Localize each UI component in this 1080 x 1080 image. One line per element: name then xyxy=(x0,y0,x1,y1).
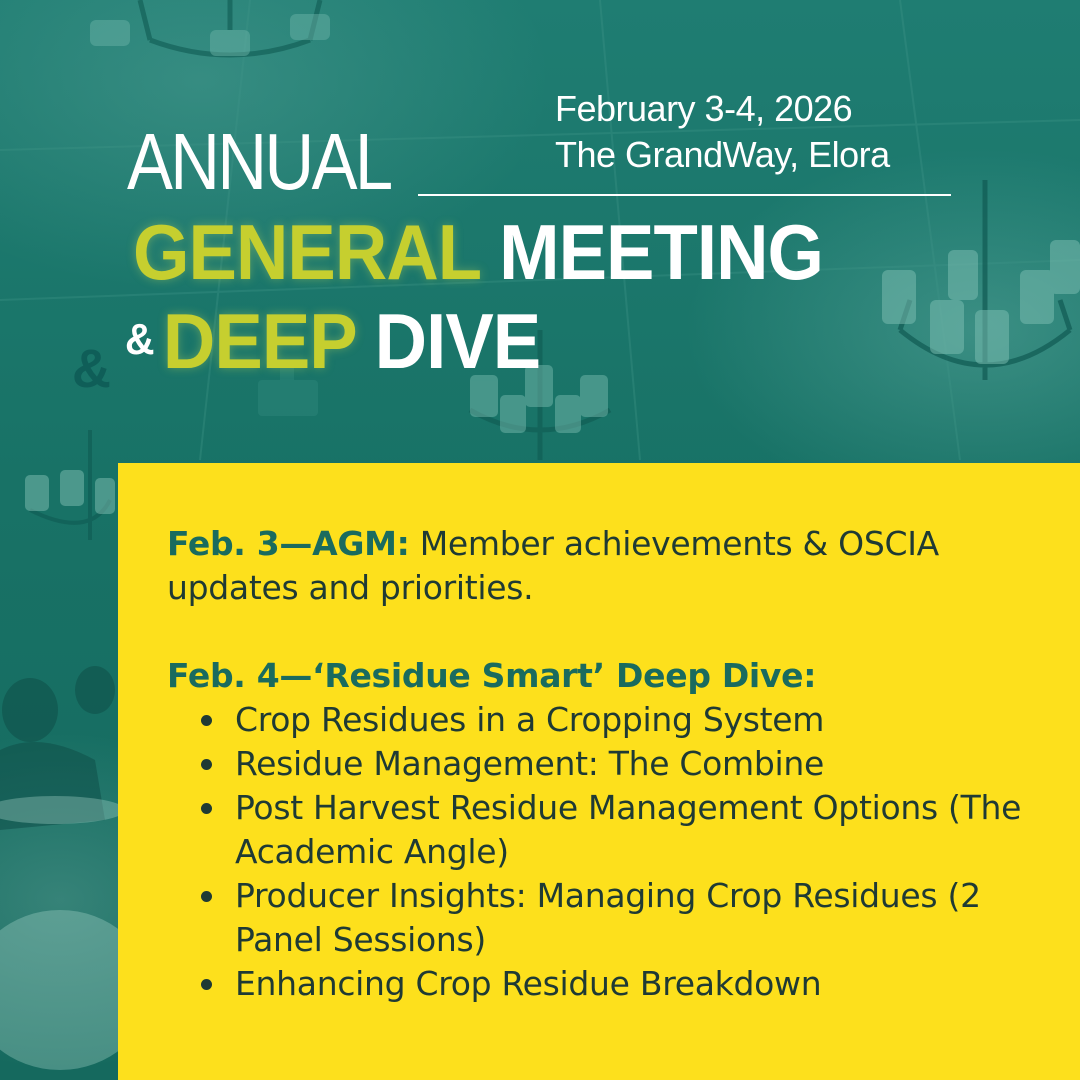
day1-label: Feb. 3—AGM: xyxy=(167,524,410,563)
title-annual: ANNUAL xyxy=(127,117,391,206)
session-item: Enhancing Crop Residue Breakdown xyxy=(195,962,1047,1006)
session-item: Residue Management: The Combine xyxy=(195,742,1047,786)
title-general-meeting xyxy=(133,208,824,296)
day1-text: Member achievements & OSCIA updates and priorities. xyxy=(167,524,939,607)
day2-heading xyxy=(167,654,1047,698)
title-ampersand: & xyxy=(125,315,154,364)
title-meeting: MEETING xyxy=(499,208,824,296)
ghost-ampersand-decoration: & xyxy=(72,339,111,399)
title-deep: DEEP xyxy=(162,297,356,385)
day2-label: Feb. 4—‘Residue Smart’ Deep Dive: xyxy=(167,656,817,695)
title-deep-dive xyxy=(125,297,541,385)
event-date: February 3-4, 2026 xyxy=(555,88,853,129)
program-details xyxy=(167,522,1047,1006)
title-general: GENERAL xyxy=(133,208,480,296)
session-item: Crop Residues in a Cropping System xyxy=(195,698,1047,742)
day2-session-list xyxy=(167,698,1047,1006)
title-divider-line xyxy=(418,194,951,196)
event-venue: The GrandWay, Elora xyxy=(555,134,890,175)
event-date-venue xyxy=(555,86,955,178)
session-item: Producer Insights: Managing Crop Residues (2 Panel Sessions) xyxy=(195,874,1047,962)
title-dive: DIVE xyxy=(374,297,541,385)
day1-description xyxy=(167,522,1047,610)
session-item: Post Harvest Residue Management Options (The Academic Angle) xyxy=(195,786,1047,874)
